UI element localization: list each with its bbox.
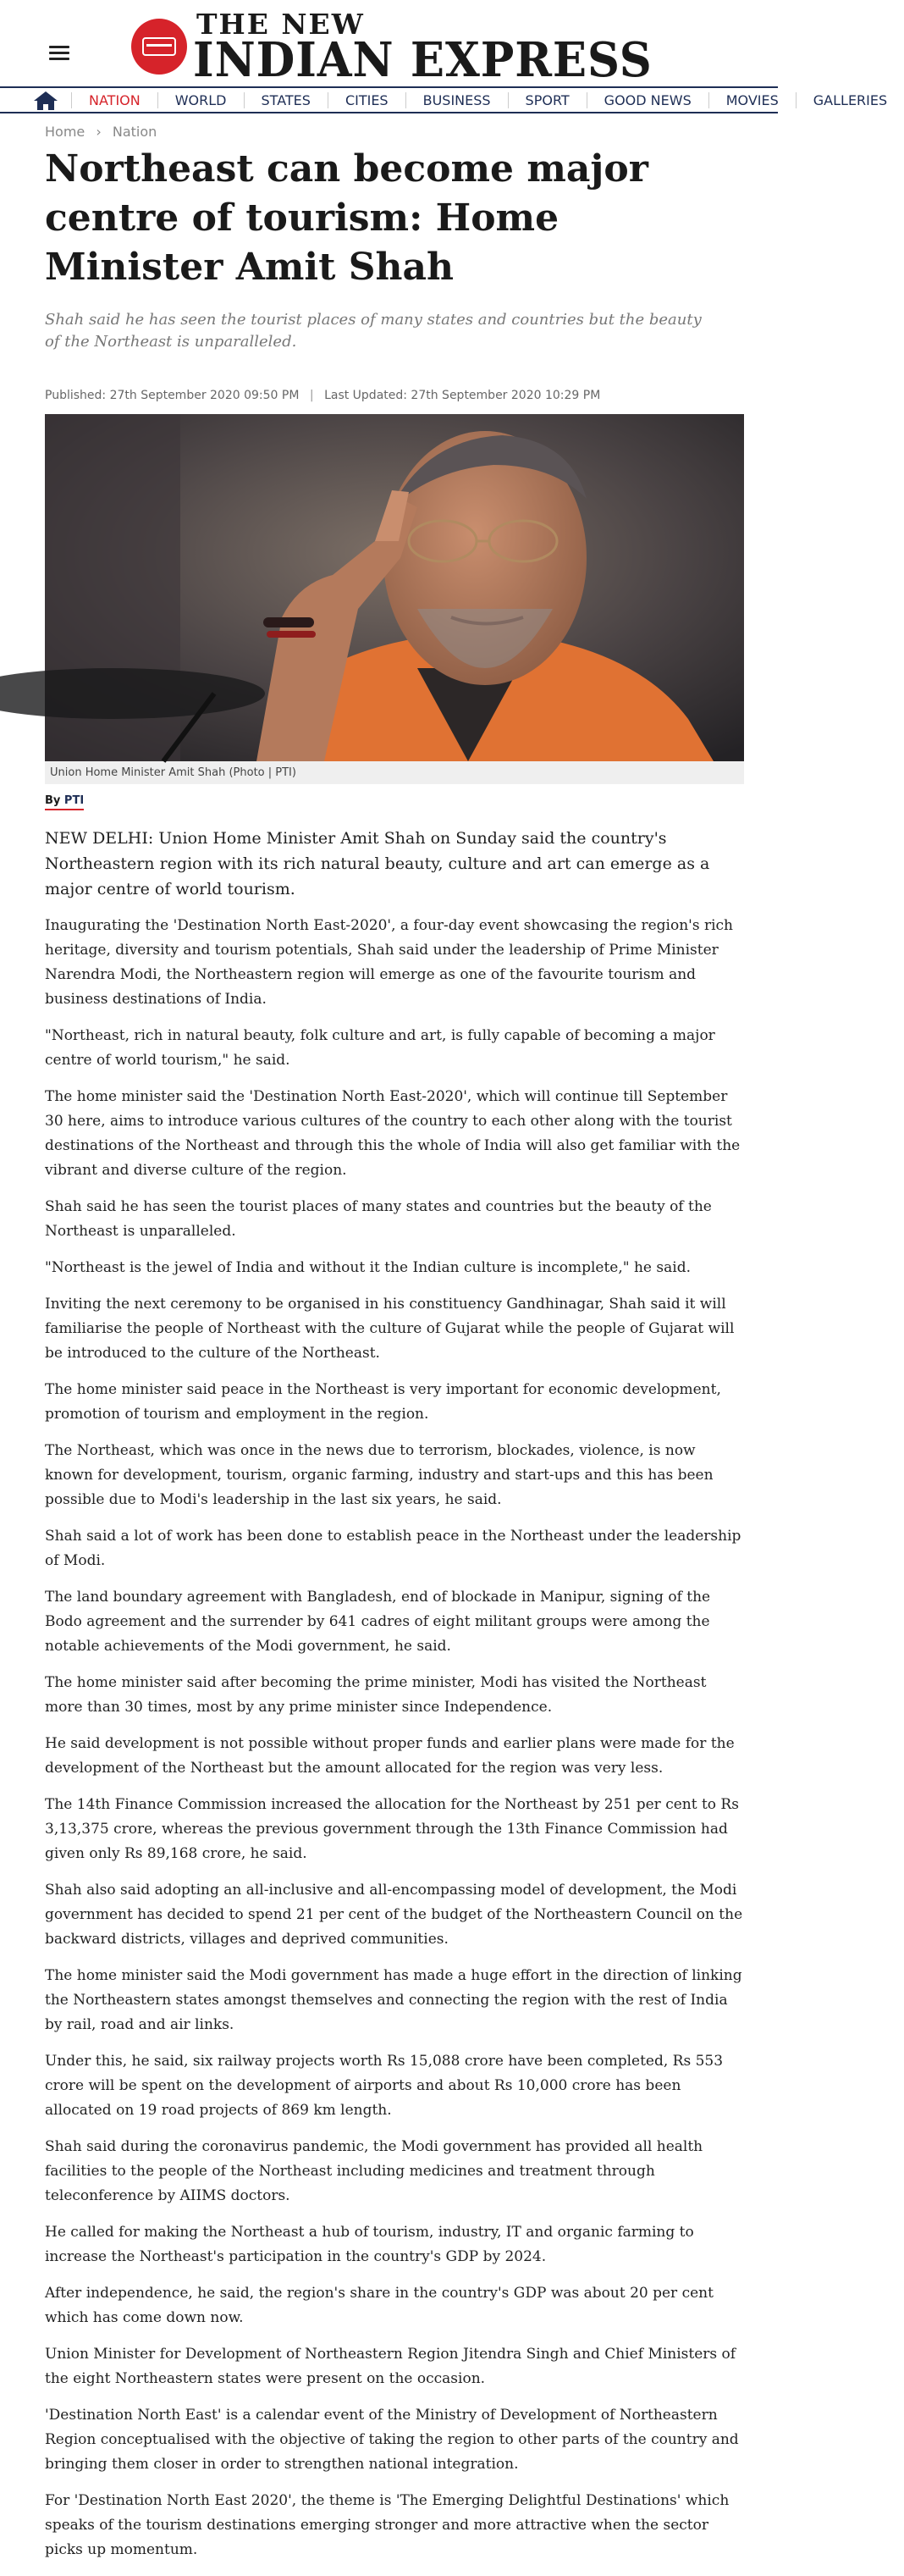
nav-items xyxy=(71,92,904,108)
article-dateline xyxy=(45,389,744,402)
article-paragraph: Shah said he has seen the tourist places of many states and countries but the beauty of the Northeast is unparalleled. xyxy=(45,1198,712,1240)
nav-item-galleries[interactable]: GALLERIES xyxy=(796,92,904,108)
home-icon[interactable] xyxy=(32,91,59,111)
article-paragraph: The land boundary agreement with Bangladesh, end of blockade in Manipur, signing of the Bodo agreement and the surrender by 641 cadres of eight militant groups were among the notable achievements of the Modi government, he said. xyxy=(45,1589,711,1655)
article-paragraph: The 14th Finance Commission increased the allocation for the Northeast by 251 per cent to Rs 3,13,375 crore, whereas the previous government through the 13th Finance Commission had given only Rs 89,168 crore, he said. xyxy=(45,1796,739,1862)
article-paragraph: Shah said during the coronavirus pandemic, the Modi government has provided all health facilities to the people of the Northeast including medicines and treatment through teleconference by AIIMS doctors. xyxy=(45,2138,703,2204)
nav-item-movies[interactable]: MOVIES xyxy=(708,92,796,108)
nav-item-world[interactable]: WORLD xyxy=(157,92,244,108)
logo-name-bottom: INDIAN EXPRESS xyxy=(193,32,653,88)
breadcrumb-section[interactable]: Nation xyxy=(112,124,157,140)
article-paragraph: Shah also said adopting an all-inclusive and all-encompassing model of development, the Modi government has decided to spend 21 per cent of the budget of the Northeastern Council on the backward districts, villages and deprived communities. xyxy=(45,1882,743,1948)
byline xyxy=(45,794,84,810)
article-paragraph: After independence, he said, the region's share in the country's GDP was about 20 per cent which has come down now. xyxy=(45,2285,714,2326)
byline-prefix: By xyxy=(45,794,61,807)
article-paragraph: Shah said a lot of work has been done to establish peace in the Northeast under the leadership of Modi. xyxy=(45,1528,741,1569)
article-summary: Shah said he has seen the tourist places of many states and countries but the beauty of the Northeast is unparalleled. xyxy=(45,311,702,351)
updated-date: Last Updated: 27th September 2020 10:29 PM xyxy=(324,389,601,402)
article-container xyxy=(0,124,778,2576)
article-paragraph: NEW DELHI: Union Home Minister Amit Shah on Sunday said the country's Northeastern region with its rich natural beauty, culture and art can emerge as a major centre of world tourism. xyxy=(45,829,710,898)
article-paragraph: The Northeast, which was once in the news due to terrorism, blockades, violence, is now known for development, tourism, organic farming, industry and start-ups and this has been possible due to Modi's leadership in the last six years, he said. xyxy=(45,1442,714,1508)
published-date: Published: 27th September 2020 09:50 PM xyxy=(45,389,300,402)
main-nav xyxy=(0,86,888,113)
nav-item-states[interactable]: STATES xyxy=(244,92,328,108)
article-paragraph: "Northeast is the jewel of India and without it the Indian culture is incomplete," he said. xyxy=(45,1259,691,1276)
article-paragraph: Under this, he said, six railway projects worth Rs 15,088 crore have been completed, Rs 553 crore will be spent on the development of airports and about Rs 10,000 crore has been allocated on 19 road projects of 869 km length. xyxy=(45,2053,724,2119)
article-headline: Northeast can become major centre of tourism: Home Minister Amit Shah xyxy=(45,147,648,289)
nav-item-cities[interactable]: CITIES xyxy=(328,92,405,108)
article-paragraph: He called for making the Northeast a hub of tourism, industry, IT and organic farming to increase the Northeast's participation in the country's GDP by 2024. xyxy=(45,2224,694,2265)
hero-image[interactable] xyxy=(45,414,744,761)
menu-icon[interactable] xyxy=(49,46,69,61)
logo-emblem[interactable] xyxy=(131,19,187,75)
logo-name-top: THE NEW xyxy=(196,8,365,41)
site-logo[interactable] xyxy=(193,8,681,88)
nav-item-business[interactable]: BUSINESS xyxy=(405,92,508,108)
article-paragraph: The home minister said after becoming the prime minister, Modi has visited the Northeast more than 30 times, most by any prime minister since Independence. xyxy=(45,1674,707,1716)
article-paragraph: 'Destination North East' is a calendar event of the Ministry of Development of Northeastern Region conceptualised with the objective of taking the region to other parts of the country and bringing them closer in order to strengthen national integration. xyxy=(45,2407,739,2473)
article-paragraph: "Northeast, rich in natural beauty, folk culture and art, is fully capable of becoming a major centre of world tourism," he said. xyxy=(45,1027,715,1069)
masthead xyxy=(0,0,778,86)
article-paragraph: Union Minister for Development of Northeastern Region Jitendra Singh and Chief Ministers of the eight Northeastern states were present on the occasion. xyxy=(45,2346,736,2387)
article-paragraph: Inaugurating the 'Destination North East-2020', a four-day event showcasing the region's rich heritage, diversity and tourism potentials, Shah said under the leadership of Prime Minister Narendra Modi, the Northeastern region will emerge as one of the favourite tourism and business destinations of India. xyxy=(45,917,733,1008)
article-paragraph: He said development is not possible without proper funds and earlier plans were made for the development of the Northeast but the amount allocated for the region was very less. xyxy=(45,1735,735,1777)
dateline-divider: | xyxy=(309,389,314,402)
nav-item-good-news[interactable]: GOOD NEWS xyxy=(587,92,708,108)
article-paragraph: For 'Destination North East 2020', the theme is 'The Emerging Delightful Destinations' which speaks of the tourism destinations emerging stronger and more attractive when the sector picks up momentum. xyxy=(45,2492,730,2558)
breadcrumb-home[interactable]: Home xyxy=(45,124,85,140)
article-paragraph: Inviting the next ceremony to be organised in his constituency Gandhinagar, Shah said it will familiarise the people of Northeast with the culture of Gujarat while the people of Gujarat will be introduced to the culture of the Northeast. xyxy=(45,1296,735,1362)
image-caption: Union Home Minister Amit Shah (Photo | PTI) xyxy=(45,761,744,784)
article-paragraph: The home minister said the 'Destination North East-2020', which will continue till September 30 here, aims to introduce various cultures of the country to each other along with the tourist destinations of the Northeast and through this the whole of India will also get familiar with the vibrant and diverse culture of the region. xyxy=(45,1088,741,1179)
article-paragraph: The home minister said the Modi government has made a huge effort in the direction of linking the Northeastern states amongst themselves and connecting the region with the rest of India by rail, road and air links. xyxy=(45,1967,742,2033)
article-body xyxy=(45,826,744,2562)
nav-item-nation[interactable]: NATION xyxy=(71,92,157,108)
nav-item-sport[interactable]: SPORT xyxy=(508,92,587,108)
chevron-right-icon: › xyxy=(96,124,102,140)
hero-photo-illustration xyxy=(45,414,744,761)
byline-author[interactable]: PTI xyxy=(63,794,85,807)
breadcrumb xyxy=(45,124,744,140)
article-paragraph: The home minister said peace in the Northeast is very important for economic development, promotion of tourism and employment in the region. xyxy=(45,1381,721,1423)
footer-spacer xyxy=(45,2562,744,2576)
